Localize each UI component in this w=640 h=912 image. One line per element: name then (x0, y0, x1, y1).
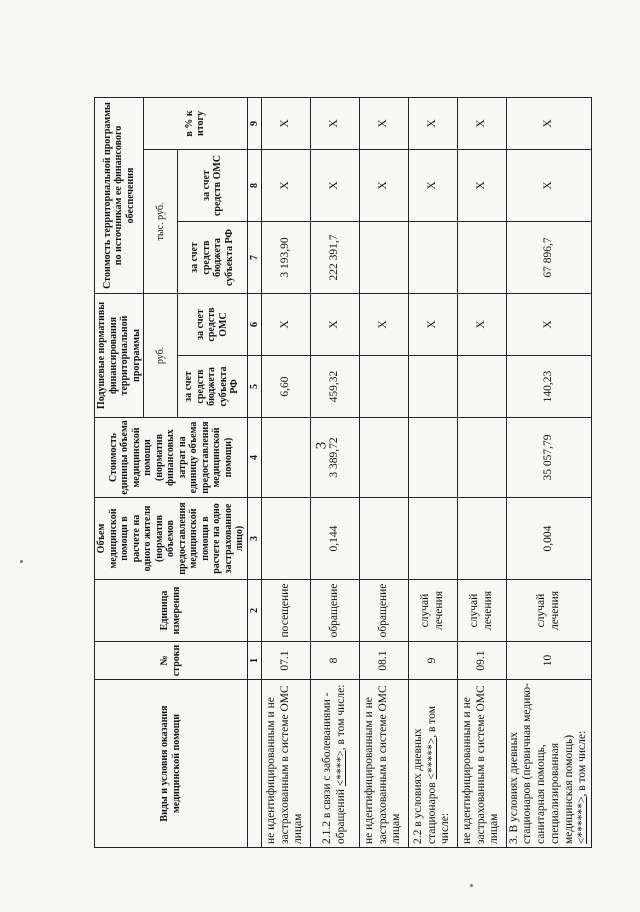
table-row (408, 97, 457, 847)
row-percent: X (310, 97, 359, 149)
row-oms-rub: X (310, 294, 359, 356)
row-label (506, 680, 592, 848)
header-thousand-rub: тыс. руб. (144, 150, 178, 294)
column-number: 4 (247, 418, 261, 498)
row-number: 08.1 (359, 642, 408, 680)
table-row (310, 97, 359, 847)
column-number: 1 (247, 642, 261, 680)
row-budget-thousand: 222 391,7 (310, 222, 359, 294)
column-number: 3 (247, 498, 261, 580)
row-oms-rub: X (261, 294, 310, 356)
row-budget-thousand (408, 222, 457, 294)
row-budget-thousand (457, 222, 506, 294)
row-oms-thousand: X (261, 150, 310, 222)
row-budget-rub (457, 356, 506, 418)
scan-speck (470, 884, 473, 887)
row-label-text: 2.1.2 в связи с заболеваниями - обращений (320, 692, 347, 844)
row-label-text: 2.2 в условиях дневных стационаров (411, 728, 438, 844)
row-unit: обращение (359, 580, 408, 642)
rotated-table-page (94, 98, 634, 848)
header-program-cost: Стоимость территориальной программы по источникам ее финансового обеспечения (95, 97, 144, 293)
column-number: 5 (247, 356, 261, 418)
row-budget-thousand: 67 896,7 (506, 222, 592, 294)
row-oms-rub: X (457, 294, 506, 356)
row-unit: посещение (261, 580, 310, 642)
program-cost-table (94, 97, 592, 848)
row-oms-thousand: X (408, 150, 457, 222)
row-percent: X (359, 97, 408, 149)
row-percent: X (408, 97, 457, 149)
header-volume: Объем медицинской помощи в расчете на одного жителя (норматив объемов предоставления медицинской помощи в расчете на одно застрахованное лицо) (95, 498, 248, 580)
row-cost (457, 418, 506, 498)
row-label: не идентифицированным и не застрахованным в системе ОМС лицам (457, 680, 506, 848)
row-label-text: 3. В условиях дневных стационаров (первичная медико-санитарная помощь, специализированная медицинская помощь) (507, 683, 575, 844)
row-cost (359, 418, 408, 498)
row-percent: X (261, 97, 310, 149)
header-types: Виды и условия оказания медицинской помощи (95, 680, 248, 848)
row-cost (261, 418, 310, 498)
column-number: 6 (247, 294, 261, 356)
table-row (359, 97, 408, 847)
row-unit: обращение (310, 580, 359, 642)
row-volume: 0,004 (506, 498, 592, 580)
page-number: 3 (313, 441, 330, 450)
row-cost (408, 418, 457, 498)
row-volume (408, 498, 457, 580)
row-label: не идентифицированным и не застрахованным в системе ОМС лицам (261, 680, 310, 848)
column-number-row (247, 97, 261, 847)
row-volume: 0,144 (310, 498, 359, 580)
table-row (457, 97, 506, 847)
table-header (95, 97, 248, 847)
header-oms-rub: за счет средств ОМС (177, 294, 247, 356)
column-number: 7 (247, 222, 261, 294)
row-number: 09.1 (457, 642, 506, 680)
column-number: 8 (247, 150, 261, 222)
header-oms-thousand: за счет средств ОМС (177, 150, 247, 222)
column-number: 9 (247, 97, 261, 149)
header-per-capita-norms: Подушевые нормативы финансирования территориальной программы (95, 294, 144, 418)
row-volume (457, 498, 506, 580)
row-number: 8 (310, 642, 359, 680)
header-budget-thousand: за счет средств бюджета субъекта РФ (177, 222, 247, 294)
row-budget-rub (408, 356, 457, 418)
table-row (261, 97, 310, 847)
row-label (310, 680, 359, 848)
row-percent: X (506, 97, 592, 149)
row-percent: X (457, 97, 506, 149)
row-oms-rub: X (506, 294, 592, 356)
header-cost: Стоимость единицы объема медицинской помощи (норматив финансовых затрат на единицу объема предоставления медицинской помощи) (95, 418, 248, 498)
row-oms-thousand: X (506, 150, 592, 222)
row-label (408, 680, 457, 848)
header-budget-rub: за счет средств бюджета субъекта РФ (177, 356, 247, 418)
row-label-tail: , в том числе: (334, 684, 347, 751)
row-oms-thousand: X (310, 150, 359, 222)
row-number: 10 (506, 642, 592, 680)
row-oms-rub: X (359, 294, 408, 356)
row-oms-thousand: X (359, 150, 408, 222)
row-budget-thousand (359, 222, 408, 294)
row-budget-rub (359, 356, 408, 418)
footnote-mark: <******> (576, 796, 589, 844)
row-budget-rub: 6,60 (261, 356, 310, 418)
scan-speck (20, 560, 23, 563)
header-rub: руб. (144, 294, 178, 418)
footnote-mark: <*****> (425, 737, 438, 780)
row-volume (261, 498, 310, 580)
row-number: 07.1 (261, 642, 310, 680)
row-label-tail: , в том числе: (425, 706, 452, 844)
row-label-tail: , в том числе: (576, 730, 589, 797)
header-row-no: № строки (95, 642, 248, 680)
row-number: 9 (408, 642, 457, 680)
row-unit: случай лечения (506, 580, 592, 642)
row-oms-thousand: X (457, 150, 506, 222)
row-budget-rub: 459,32 (310, 356, 359, 418)
row-budget-thousand: 3 193,90 (261, 222, 310, 294)
row-cost: 3 389,72 (310, 418, 359, 498)
row-volume (359, 498, 408, 580)
footnote-mark: <****> (334, 750, 347, 787)
header-percent: в % к итогу (144, 97, 248, 149)
row-budget-rub: 140,23 (506, 356, 592, 418)
row-unit: случай лечения (408, 580, 457, 642)
row-unit: случай лечения (457, 580, 506, 642)
row-oms-rub: X (408, 294, 457, 356)
column-number: 2 (247, 580, 261, 642)
row-cost: 35 057,79 (506, 418, 592, 498)
table-row (506, 97, 592, 847)
row-label: не идентифицированным и не застрахованным в системе ОМС лицам (359, 680, 408, 848)
header-unit: Единица измерения (95, 580, 248, 642)
column-number (247, 680, 261, 848)
